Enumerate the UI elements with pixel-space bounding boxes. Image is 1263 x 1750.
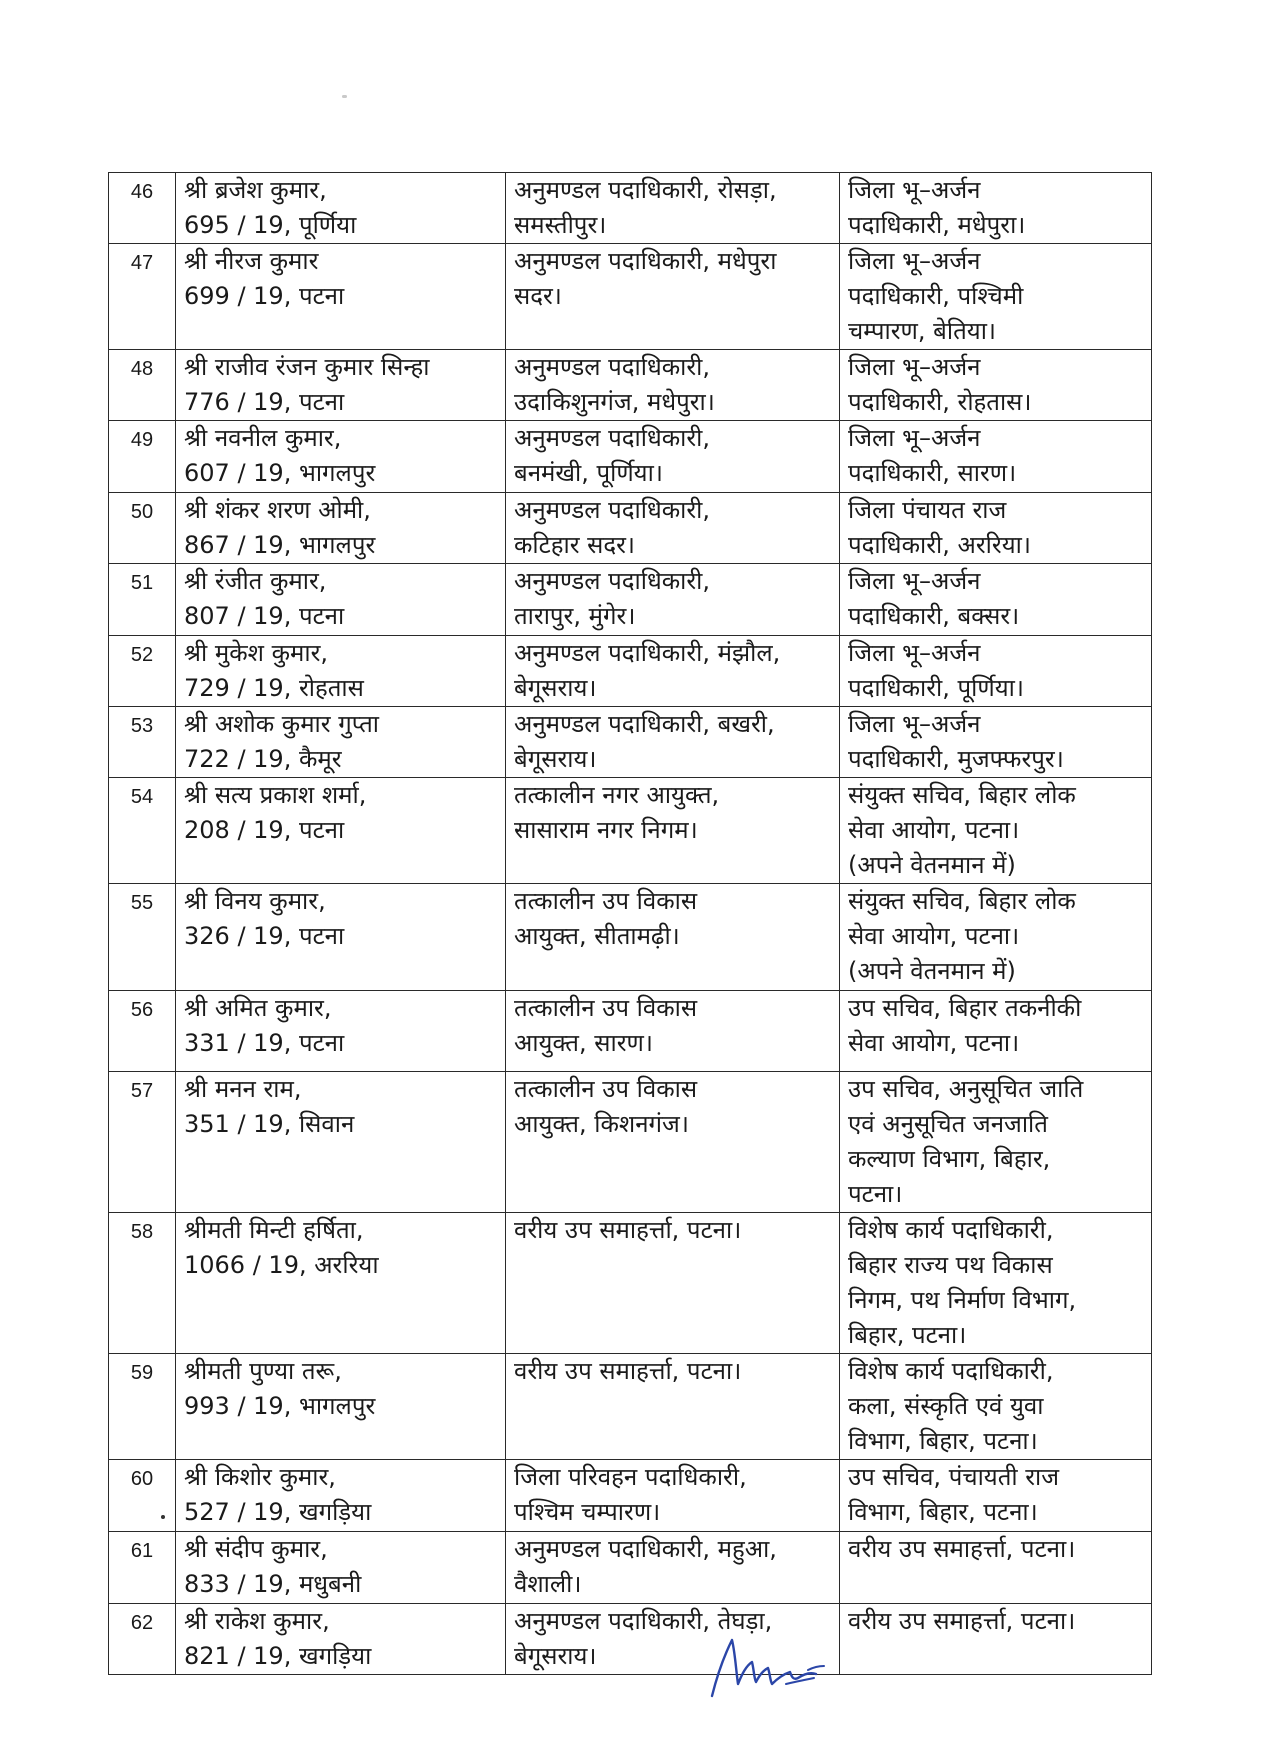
current-post: तत्कालीन उप विकास आयुक्त, सीतामढ़ी। — [506, 884, 840, 991]
new-post: वरीय उप समाहर्त्ता, पटना। — [840, 1532, 1152, 1604]
current-post: अनुमण्डल पदाधिकारी, मधेपुरा सदर। — [506, 244, 840, 350]
table-row — [109, 1354, 1152, 1460]
officer-name: श्री राजीव रंजन कुमार सिन्हा 776 / 19, पटना — [176, 350, 506, 421]
new-post: उप सचिव, अनुसूचित जाति एवं अनुसूचित जनजाति कल्याण विभाग, बिहार, पटना। — [840, 1072, 1152, 1213]
current-post: अनुमण्डल पदाधिकारी, बनमंखी, पूर्णिया। — [506, 421, 840, 493]
current-post: वरीय उप समाहर्त्ता, पटना। — [506, 1213, 840, 1354]
officer-name: श्री मुकेश कुमार, 729 / 19, रोहतास — [176, 636, 506, 707]
new-post: जिला भू–अर्जन पदाधिकारी, मुजफ्फरपुर। — [840, 707, 1152, 778]
serial-number: 52 — [109, 636, 176, 707]
current-post: अनुमण्डल पदाधिकारी, मंझौल, बेगूसराय। — [506, 636, 840, 707]
table-row — [109, 1072, 1152, 1213]
serial-number: 62 — [109, 1604, 176, 1675]
new-post: संयुक्त सचिव, बिहार लोक सेवा आयोग, पटना। (अपने वेतनमान में) — [840, 884, 1152, 991]
current-post: अनुमण्डल पदाधिकारी, रोसड़ा, समस्तीपुर। — [506, 173, 840, 244]
serial-number: 47 — [109, 244, 176, 350]
new-post: जिला भू–अर्जन पदाधिकारी, बक्सर। — [840, 564, 1152, 636]
new-post: जिला भू–अर्जन पदाधिकारी, रोहतास। — [840, 350, 1152, 421]
new-post: जिला पंचायत राज पदाधिकारी, अररिया। — [840, 493, 1152, 564]
current-post: अनुमण्डल पदाधिकारी, कटिहार सदर। — [506, 493, 840, 564]
table-row — [109, 991, 1152, 1072]
paper-smudge — [342, 95, 347, 98]
new-post: संयुक्त सचिव, बिहार लोक सेवा आयोग, पटना। (अपने वेतनमान में) — [840, 778, 1152, 884]
new-post: जिला भू–अर्जन पदाधिकारी, पश्चिमी चम्पारण, बेतिया। — [840, 244, 1152, 350]
current-post: अनुमण्डल पदाधिकारी, महुआ, वैशाली। — [506, 1532, 840, 1604]
table-row — [109, 564, 1152, 636]
table-row — [109, 778, 1152, 884]
serial-number: 49 — [109, 421, 176, 493]
serial-number: 57 — [109, 1072, 176, 1213]
serial-number: 50 — [109, 493, 176, 564]
new-post: वरीय उप समाहर्त्ता, पटना। — [840, 1604, 1152, 1675]
officer-name: श्री किशोर कुमार, 527 / 19, खगड़िया — [176, 1460, 506, 1532]
officer-name: श्री शंकर शरण ओमी, 867 / 19, भागलपुर — [176, 493, 506, 564]
table-row — [109, 707, 1152, 778]
table-row — [109, 244, 1152, 350]
serial-number: 51 — [109, 564, 176, 636]
table-row — [109, 1460, 1152, 1532]
serial-number: 56 — [109, 991, 176, 1072]
serial-number: 55 — [109, 884, 176, 991]
table-row — [109, 1532, 1152, 1604]
table-row — [109, 1213, 1152, 1354]
officer-name: श्रीमती मिन्टी हर्षिता, 1066 / 19, अररिया — [176, 1213, 506, 1354]
table-row — [109, 493, 1152, 564]
officer-name: श्री नीरज कुमार 699 / 19, पटना — [176, 244, 506, 350]
current-post: अनुमण्डल पदाधिकारी, बखरी, बेगूसराय। — [506, 707, 840, 778]
current-post: अनुमण्डल पदाधिकारी, उदाकिशुनगंज, मधेपुरा। — [506, 350, 840, 421]
table-row — [109, 636, 1152, 707]
officer-name: श्री ब्रजेश कुमार, 695 / 19, पूर्णिया — [176, 173, 506, 244]
new-post: जिला भू–अर्जन पदाधिकारी, पूर्णिया। — [840, 636, 1152, 707]
current-post: वरीय उप समाहर्त्ता, पटना। — [506, 1354, 840, 1460]
table-row — [109, 350, 1152, 421]
current-post: तत्कालीन उप विकास आयुक्त, सारण। — [506, 991, 840, 1072]
new-post: विशेष कार्य पदाधिकारी, बिहार राज्य पथ विकास निगम, पथ निर्माण विभाग, बिहार, पटना। — [840, 1213, 1152, 1354]
table-row — [109, 421, 1152, 493]
table-row — [109, 173, 1152, 244]
officer-name: श्री राकेश कुमार, 821 / 19, खगड़िया — [176, 1604, 506, 1675]
serial-number: 58 — [109, 1213, 176, 1354]
officer-name: श्री मनन राम, 351 / 19, सिवान — [176, 1072, 506, 1213]
officer-name: श्री नवनील कुमार, 607 / 19, भागलपुर — [176, 421, 506, 493]
current-post: तत्कालीन नगर आयुक्त, सासाराम नगर निगम। — [506, 778, 840, 884]
officer-name: श्रीमती पुण्या तरू, 993 / 19, भागलपुर — [176, 1354, 506, 1460]
handwritten-signature-icon — [708, 1622, 848, 1702]
serial-number: 53 — [109, 707, 176, 778]
serial-number: 60 — [109, 1460, 176, 1532]
new-post: उप सचिव, बिहार तकनीकी सेवा आयोग, पटना। — [840, 991, 1152, 1072]
current-post: जिला परिवहन पदाधिकारी, पश्चिम चम्पारण। — [506, 1460, 840, 1532]
new-post: जिला भू–अर्जन पदाधिकारी, सारण। — [840, 421, 1152, 493]
officer-name: श्री संदीप कुमार, 833 / 19, मधुबनी — [176, 1532, 506, 1604]
current-post: अनुमण्डल पदाधिकारी, तारापुर, मुंगेर। — [506, 564, 840, 636]
serial-number: 59 — [109, 1354, 176, 1460]
officer-name: श्री अमित कुमार, 331 / 19, पटना — [176, 991, 506, 1072]
posting-table-body — [109, 173, 1152, 1675]
officer-name: श्री रंजीत कुमार, 807 / 19, पटना — [176, 564, 506, 636]
officer-name: श्री सत्य प्रकाश शर्मा, 208 / 19, पटना — [176, 778, 506, 884]
new-post: उप सचिव, पंचायती राज विभाग, बिहार, पटना। — [840, 1460, 1152, 1532]
serial-number: 54 — [109, 778, 176, 884]
current-post: अनुमण्डल पदाधिकारी, तेघड़ा, बेगूसराय। — [506, 1604, 840, 1675]
table-row — [109, 884, 1152, 991]
posting-table — [108, 172, 1152, 1675]
current-post: तत्कालीन उप विकास आयुक्त, किशनगंज। — [506, 1072, 840, 1213]
new-post: विशेष कार्य पदाधिकारी, कला, संस्कृति एवं युवा विभाग, बिहार, पटना। — [840, 1354, 1152, 1460]
serial-number: 61 — [109, 1532, 176, 1604]
serial-number: 48 — [109, 350, 176, 421]
stray-ink-dot — [161, 1515, 165, 1519]
new-post: जिला भू–अर्जन पदाधिकारी, मधेपुरा। — [840, 173, 1152, 244]
officer-name: श्री अशोक कुमार गुप्ता 722 / 19, कैमूर — [176, 707, 506, 778]
table-row — [109, 1604, 1152, 1675]
officer-name: श्री विनय कुमार, 326 / 19, पटना — [176, 884, 506, 991]
serial-number: 46 — [109, 173, 176, 244]
